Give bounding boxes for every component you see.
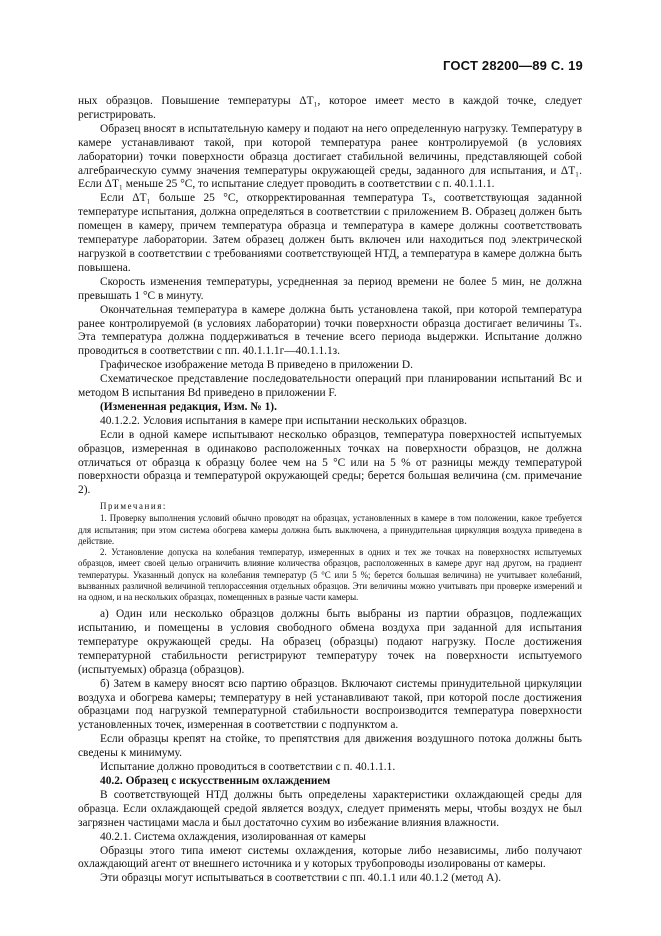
paragraph: Образцы этого типа имеют системы охлаждения, которые либо независимы, либо получают охлаждающий агент от внешнего источника и у которых трубопроводы изолированы от камеры. (78, 844, 582, 871)
section-heading: 40.1.2.2. Условия испытания в камере при испытании нескольких образцов. (100, 414, 468, 427)
paragraph: Окончательная температура в камере должна быть установлена такой, при которой температура ранее контролируемой (в условиях лаборатории) точки поверхности образца достигает величины Tₛ. Эта температура должна поддерживаться в течение всего периода выдержки. Испытание должно проводиться в соответствии с пп. 40.1.1.1г—40.1.1.1з. (78, 303, 582, 358)
paragraph: В соответствующей НТД должны быть определены характеристики охлаждающей среды для образца. Если охлаждающей средой является воздух, следует применять меры, чтобы воздух не был загрязнен частицами масла и был достаточно сухим во избежание влияния влажности. (78, 788, 582, 829)
paragraph: Если ΔT₁ больше 25 °С, откорректированная температура Tₛ, соответствующая заданной температуре испытания, должна определяться в соответствии с приложением В. Образец должен быть помещен в камеру, причем температура образца и температура в камере должны соответствовать температуре лаборатории. Затем образец должен быть включен или находиться под электрической нагрузкой в соответствии с требованиями соответствующей НТД, а температура в камере должна быть повышена. (78, 192, 582, 274)
notes-block (78, 501, 582, 603)
paragraph: Если образцы крепят на стойке, то препятствия для движения воздушного потока должны быть сведены к минимуму. (78, 733, 582, 760)
paragraph: Эти образцы могут испытываться в соответствии с пп. 40.1.1 или 40.1.2 (метод А). (100, 872, 502, 885)
list-item: а) Один или несколько образцов должны быть выбраны из партии образцов, подлежащих испытанию, и помещены в условия свободного обмена воздуха при заданной для испытания температуре окружающей среды. На образец (образцы) подают нагрузку. После достижения температурной стабильности регистрируют температуру точек на поверхности испытуемого (испытуемых) образца (образцов). (78, 608, 582, 676)
paragraph: Испытание должно проводиться в соответствии с п. 40.1.1.1. (100, 761, 396, 774)
list-item: б) Затем в камеру вносят всю партию образцов. Включают системы принудительной циркуляции воздуха и обогрева камеры; температуру в ней устанавливают такой, при которой после достижения образцами под нагрузкой температурной стабильности воспроизводится температура поверхности установленных точек, измеренная в соответствии с подпунктом а. (78, 677, 582, 732)
page-content (78, 95, 582, 886)
note-item: 1. Проверку выполнения условий обычно проводят на образцах, установленных в камере в том положении, какое требуется для испытания; при этом система обогрева камеры должна быть выключена, а принудительная циркуляция воздуха приведена в действие. (78, 513, 582, 546)
paragraph: Если в одной камере испытывают несколько образцов, температура поверхностей испытуемых образцов, измеренная в одинаково расположенных точках на поверхности образцов, не должна отличаться от образца к образцу более чем на 5 °С или на 5 % от разницы между температурой поверхности образца и температурой окружающей среды; берется большая величина (см. примечание 2). (78, 428, 582, 497)
paragraph: Скорость изменения температуры, усредненная за период времени не более 5 мин, не должна превышать 1 °С в минуту. (78, 275, 582, 302)
paragraph: Графическое изображение метода В приведено в приложении D. (100, 359, 413, 372)
paragraph: Образец вносят в испытательную камеру и подают на него определенную нагрузку. Температуру в камере устанавливают такой, при которой температура ранее контролируемой (в условиях лаборатории) точки поверхности образца достигает стабильной величины, представляющей собой алгебраическую сумму значения температуры окружающей среды, заданного для испытания, и ΔT₁. Если ΔT₁ меньше 25 °С, то испытание следует проводить в соответствии с п. 40.1.1.1. (78, 122, 582, 191)
section-heading: 40.2. Образец с искусственным охлаждением (100, 774, 331, 787)
paragraph: Схематическое представление последовательности операций при планировании испытаний Вс и методом В испытания Bd приведено в приложении F. (78, 373, 582, 400)
notes-title: Примечания: (100, 501, 167, 512)
paragraph: ных образцов. Повышение температуры ΔT₁, которое имеет место в каждой точке, следует регистрировать. (78, 95, 582, 121)
amendment-note: (Измененная редакция, Изм. № 1). (100, 400, 277, 413)
section-heading: 40.2.1. Система охлаждения, изолированная от камеры (100, 830, 366, 843)
page-header: ГОСТ 28200—89 С. 19 (442, 58, 583, 73)
note-item: 2. Установление допуска на колебания температур, измеренных в одних и тех же точках на поверхностях испытуемых образцов, имеет своей целью ограничить влияние количества образцов, расположенных в камере друг над другом, на градиент температуры. Указанный допуск на колебания температур (5 °С или 5 %; берется большая величина) не учитывает колебаний, вызванных различной величиной теплорассеяния отдельных образцов. Эти величины можно учитывать при проверке измерений и на одном, и на нескольких образцах, помещенных в разные части камеры. (78, 547, 582, 602)
